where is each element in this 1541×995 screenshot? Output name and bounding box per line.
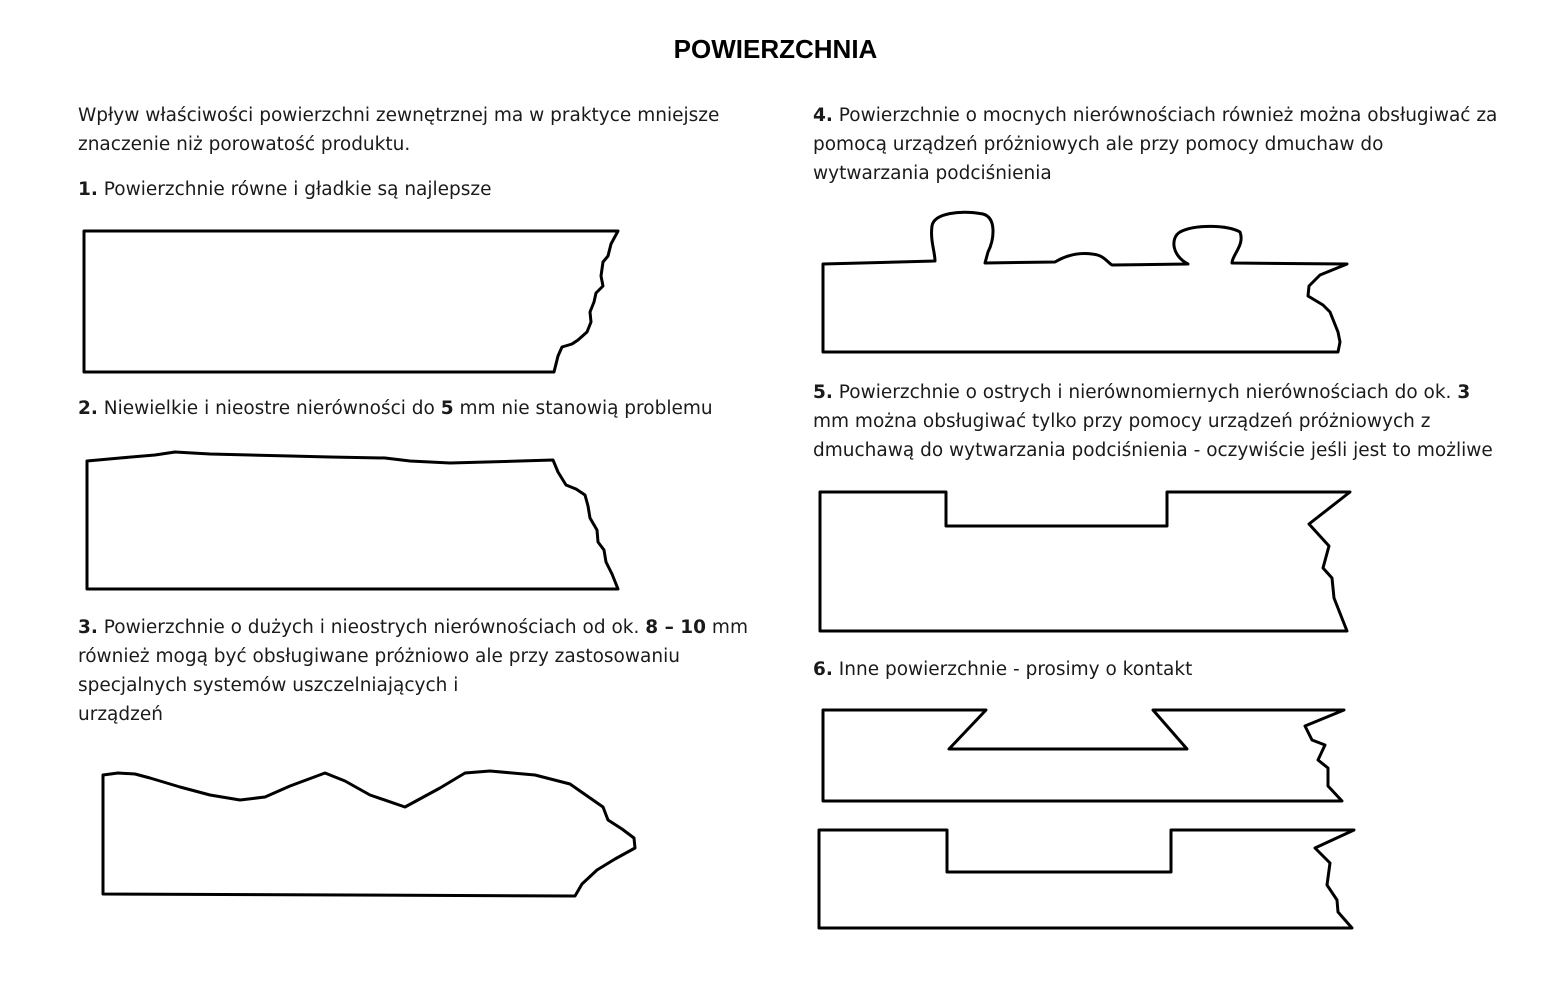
- item-4-number: 4.: [813, 105, 833, 126]
- item-3-label-post: mm: [711, 617, 748, 638]
- surface-shape-2-small-blunt: [87, 452, 618, 589]
- item-2-label-pre: Niewielkie i nieostre nierówności do: [103, 398, 435, 419]
- intro-line-1: Wpływ właściwości powierzchni zewnętrznej ma w praktyce mniejsze: [78, 105, 720, 126]
- item-6-label: Inne powierzchnie - prosimy o kontakt: [838, 659, 1193, 680]
- item-3-value: 8 – 10: [645, 617, 707, 638]
- item-3-line-2: również mogą być obsługiwane próżniowo ale przy zastosowaniu: [78, 646, 680, 667]
- item-2-label-post: mm nie stanowią problemu: [459, 398, 713, 419]
- item-4-line-3: wytwarzania podciśnienia: [813, 163, 1052, 184]
- item-3-line-3: specjalnych systemów uszczelniających i: [78, 675, 459, 696]
- item-1-number: 1.: [78, 179, 98, 200]
- item-5-line-2: mm można obsługiwać tylko przy pomocy urządzeń próżniowych z: [813, 411, 1431, 432]
- surface-shape-4-strong: [823, 212, 1347, 352]
- item-3-label-pre: Powierzchnie o dużych i nieostrych nierównościach od ok.: [103, 617, 640, 638]
- item-4-line-2: pomocą urządzeń próżniowych ale przy pomocy dmuchaw do: [813, 134, 1384, 155]
- item-5-number: 5.: [813, 382, 833, 403]
- item-5-value: 3: [1457, 382, 1471, 403]
- item-2-number: 2.: [78, 398, 98, 419]
- intro-line-2: znaczenie niż porowatość produktu.: [78, 134, 411, 155]
- item-1-label: Powierzchnie równe i gładkie są najlepsze: [103, 179, 492, 200]
- item-6-number: 6.: [813, 659, 833, 680]
- item-5-line-1: Powierzchnie o ostrych i nierównomiernych nierównościach do ok.: [838, 382, 1452, 403]
- surface-shape-1-smooth: [84, 231, 618, 372]
- item-3-line-4: urządzeń: [78, 704, 163, 725]
- page-title: POWIERZCHNIA: [673, 34, 878, 64]
- surface-shape-3-large-blunt: [103, 771, 635, 896]
- item-5-line-3: dmuchawą do wytwarzania podciśnienia - oczywiście jeśli jest to możliwe: [813, 440, 1493, 461]
- surface-shape-6-dovetail: [823, 710, 1344, 801]
- item-4-line-1: Powierzchnie o mocnych nierównościach również można obsługiwać za: [838, 105, 1498, 126]
- surface-shape-5-sharp: [820, 492, 1350, 631]
- item-2-value: 5: [440, 398, 454, 419]
- surface-shape-6-rect-groove: [819, 830, 1354, 928]
- item-3-number: 3.: [78, 617, 98, 638]
